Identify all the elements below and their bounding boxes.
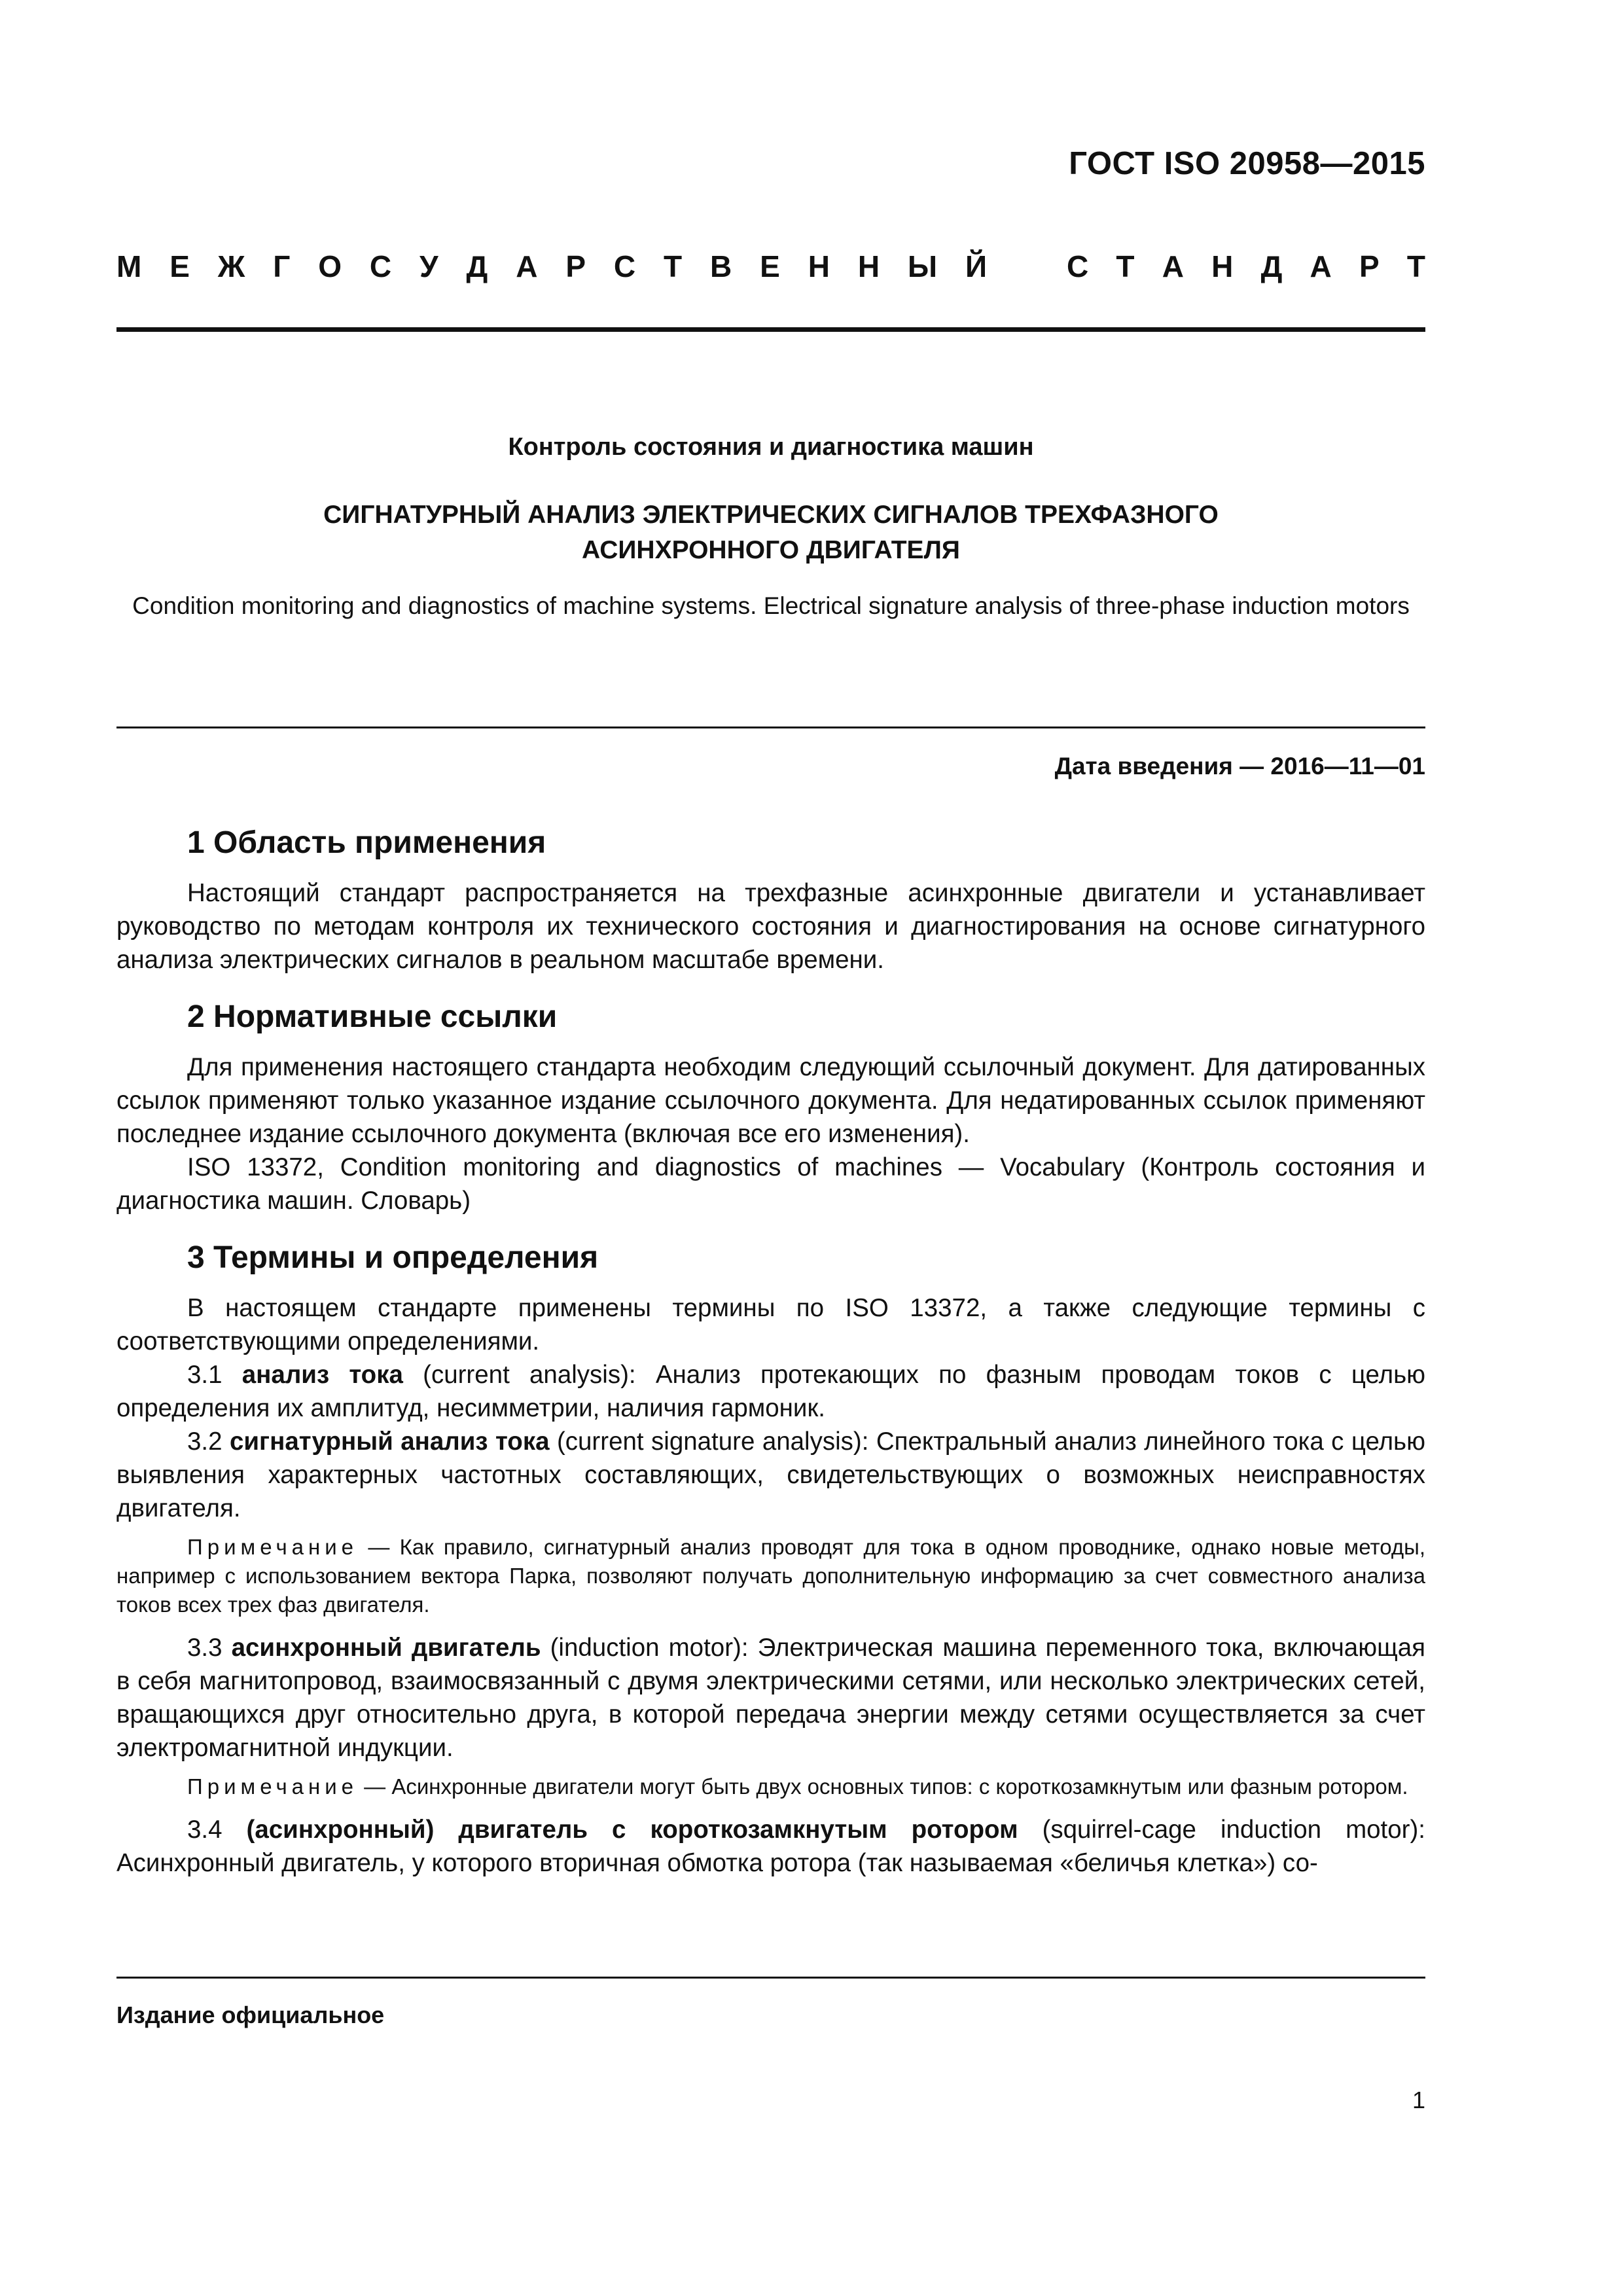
heading-letter: Ы <box>908 249 938 283</box>
heading-letter: С <box>369 249 392 283</box>
heading-letter: Н <box>857 249 880 283</box>
heading-letter: С <box>613 249 636 283</box>
note-1-label: Примечание <box>187 1535 359 1559</box>
note-1 <box>116 1533 1425 1619</box>
heading-letter: Й <box>965 249 987 283</box>
section-3-paragraph-1: В настоящем стандарте применены термины по ISO 13372, а также следующие термины с соответствующими определениями. <box>116 1294 1425 1355</box>
term-3-4-number: 3.4 <box>187 1816 247 1844</box>
interstate-standard-heading <box>116 249 1425 284</box>
section-3-title: 3 Термины и определения <box>187 1240 599 1275</box>
heading-letter: Р <box>1359 249 1380 283</box>
section-2-title: 2 Нормативные ссылки <box>187 999 558 1034</box>
subtitle-ru: Контроль состояния и диагностика машин <box>508 433 1034 461</box>
heading-letter: Р <box>565 249 586 283</box>
heading-letter: А <box>516 249 538 283</box>
section-2-paragraph-1: Для применения настоящего стандарта необходим следующий ссылочный документ. Для датированных ссылок применяют только указанное издание ссылочного документа. Для недатированных ссылок применяют последнее издание ссылочного документа (включая все его изменения). <box>116 1053 1425 1148</box>
heading-letter: Н <box>1211 249 1234 283</box>
note-2-text: — Асинхронные двигатели могут быть двух основных типов: с короткозамкнутым или фазным ротором. <box>358 1774 1408 1799</box>
term-3-4-term: (асинхронный) двигатель с короткозамкнутым ротором <box>246 1816 1018 1844</box>
introduction-date: Дата введения — 2016—11—01 <box>1054 753 1425 780</box>
heading-letter: Е <box>169 249 190 283</box>
title-ru-line-1: СИГНАТУРНЫЙ АНАЛИЗ ЭЛЕКТРИЧЕСКИХ СИГНАЛОВ ТРЕХФАЗНОГО <box>323 501 1219 529</box>
term-3-3 <box>116 1631 1425 1765</box>
heading-letter: М <box>116 249 142 283</box>
heading-word-standard <box>1067 249 1425 284</box>
official-edition-label: Издание официальное <box>116 2001 385 2028</box>
heading-letter: Т <box>1406 249 1425 283</box>
main-content <box>116 826 1425 1880</box>
note-2 <box>116 1772 1425 1801</box>
header-rule <box>116 327 1425 332</box>
term-3-4 <box>116 1813 1425 1880</box>
heading-letter: В <box>710 249 732 283</box>
term-3-2-definition: (current signature analysis): Спектральный анализ линейного тока с целью выявления характерных частотных составляющих, свидетельствующих о возможных неисправностях двигателя. <box>116 1427 1425 1522</box>
term-3-1 <box>116 1358 1425 1425</box>
heading-word-interstate <box>116 249 987 284</box>
heading-letter: Т <box>664 249 683 283</box>
heading-letter: Д <box>466 249 488 283</box>
heading-letter: Т <box>1116 249 1135 283</box>
footer-rule <box>116 1977 1425 1979</box>
heading-letter: А <box>1162 249 1184 283</box>
page-number: 1 <box>1412 2087 1425 2113</box>
section-2-paragraph-2: ISO 13372, Condition monitoring and diagnostics of machines — Vocabulary (Контроль состояния и диагностика машин. Словарь) <box>116 1153 1425 1215</box>
section-1-title: 1 Область применения <box>187 825 546 860</box>
title-ru <box>116 497 1425 568</box>
title-ru-line-2: АСИНХРОННОГО ДВИГАТЕЛЯ <box>582 536 960 564</box>
term-3-1-term: анализ тока <box>241 1361 403 1389</box>
heading-letter: Д <box>1260 249 1283 283</box>
note-2-label: Примечание <box>187 1774 359 1799</box>
standard-code: ГОСТ ISO 20958—2015 <box>1069 146 1425 181</box>
term-3-3-definition: (induction motor): Электрическая машина переменного тока, включающая в себя магнитопровод, взаимосвязанный с двумя электрическими сетями, или несколько электрических сетей, вращающихся друг относительно друга, в которой передача энергии между сетями осуществляется за счет электромагнитной индукции. <box>116 1634 1426 1762</box>
heading-letter: Е <box>760 249 780 283</box>
title-en: Condition monitoring and diagnostics of machine systems. Electrical signature analysis of three-phase induction motors <box>132 592 1410 619</box>
note-1-text: — Как правило, сигнатурный анализ проводят для тока в одном проводнике, однако новые методы, например с использованием вектора Парка, позволяют получать дополнительную информацию за счет совместного анализа токов всех трех фаз двигателя. <box>116 1535 1425 1617</box>
term-3-3-term: асинхронный двигатель <box>231 1634 541 1662</box>
heading-letter: Ж <box>217 249 245 283</box>
heading-letter: У <box>419 249 438 283</box>
term-3-3-number: 3.3 <box>187 1634 232 1662</box>
term-3-1-number: 3.1 <box>187 1361 242 1389</box>
term-3-1-definition: (current analysis): Анализ протекающих по фазным проводам токов с целью определения их амплитуд, несимметрии, наличия гармоник. <box>116 1361 1425 1422</box>
heading-letter: Н <box>808 249 830 283</box>
title-rule <box>116 726 1425 728</box>
term-3-2 <box>116 1425 1425 1525</box>
heading-letter: А <box>1310 249 1332 283</box>
term-3-2-number: 3.2 <box>187 1427 230 1456</box>
term-3-2-term: сигнатурный анализ тока <box>229 1427 550 1456</box>
heading-letter: О <box>318 249 342 283</box>
heading-letter: С <box>1067 249 1089 283</box>
heading-letter: Г <box>273 249 291 283</box>
term-3-4-definition: (squirrel-cage induction motor): Асинхронный двигатель, у которого вторичная обмотка ротора (так называемая «беличья клетка») со- <box>116 1816 1425 1877</box>
section-1-paragraph: Настоящий стандарт распространяется на трехфазные асинхронные двигатели и устанавливает руководство по методам контроля их технического состояния и диагностирования на основе сигнатурного анализа электрических сигналов в реальном масштабе времени. <box>116 879 1425 974</box>
